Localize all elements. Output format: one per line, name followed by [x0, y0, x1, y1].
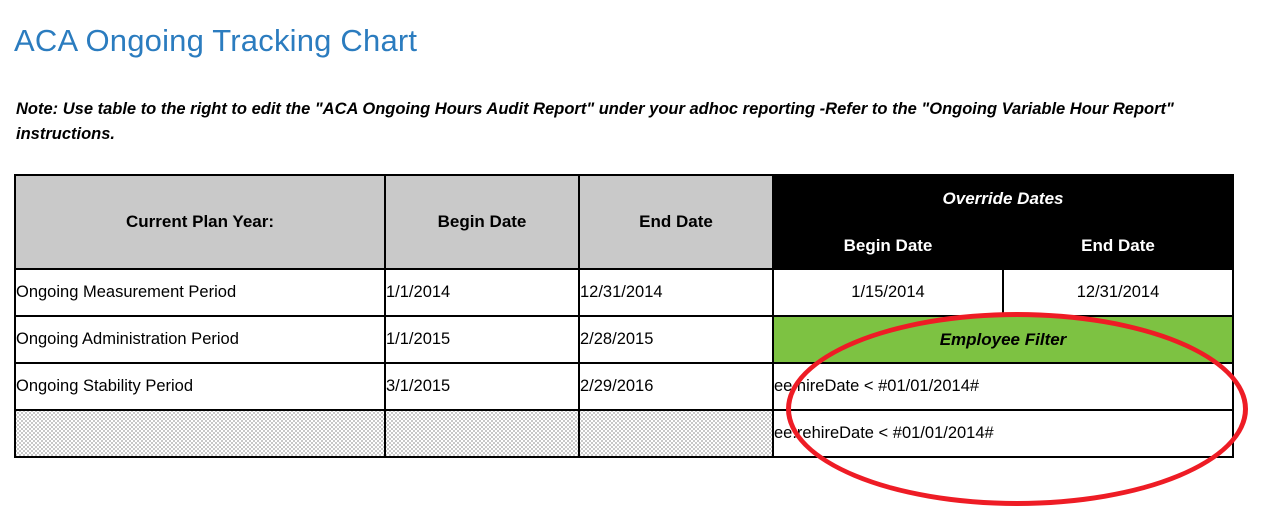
row-label-measurement-period: Ongoing Measurement Period [15, 269, 385, 316]
cell-end-date-stability: 2/29/2016 [579, 363, 773, 410]
table-row [15, 410, 1233, 457]
page-title: ACA Ongoing Tracking Chart [14, 22, 418, 58]
aca-table [14, 174, 1234, 458]
tracking-chart [14, 174, 1232, 458]
table-row [15, 316, 1233, 363]
header-end-date: End Date [579, 175, 773, 269]
header-override-begin-date: Begin Date [773, 222, 1003, 269]
employee-filter-header: Employee Filter [773, 316, 1233, 363]
header-override-end-date: End Date [1003, 222, 1233, 269]
cell-override-end-measurement: 12/31/2014 [1003, 269, 1233, 316]
note-text: Note: Use table to the right to edit the "ACA Ongoing Hours Audit Report" under your adhoc reporting -Refer to the "Ongoing Variable Hour Report" instructions. [16, 99, 1174, 144]
cell-begin-date-stability: 3/1/2015 [385, 363, 579, 410]
table-row [15, 269, 1233, 316]
row-label-stability-period: Ongoing Stability Period [15, 363, 385, 410]
employee-filter-rehiredate: ee.rehireDate < #01/01/2014# [773, 410, 1233, 457]
cell-begin-date-administration: 1/1/2015 [385, 316, 579, 363]
header-current-plan-year: Current Plan Year: [15, 175, 385, 269]
cell-end-date-administration: 2/28/2015 [579, 316, 773, 363]
header-begin-date: Begin Date [385, 175, 579, 269]
row-label-administration-period: Ongoing Administration Period [15, 316, 385, 363]
cell-empty-label [15, 410, 385, 457]
cell-empty-begin-date [385, 410, 579, 457]
cell-begin-date-measurement: 1/1/2014 [385, 269, 579, 316]
cell-end-date-measurement: 12/31/2014 [579, 269, 773, 316]
employee-filter-hiredate: ee.hireDate < #01/01/2014# [773, 363, 1233, 410]
cell-override-begin-measurement: 1/15/2014 [773, 269, 1003, 316]
table-header-row-top [15, 175, 1233, 222]
table-row [15, 363, 1233, 410]
cell-empty-end-date [579, 410, 773, 457]
header-override-dates: Override Dates [773, 175, 1233, 222]
